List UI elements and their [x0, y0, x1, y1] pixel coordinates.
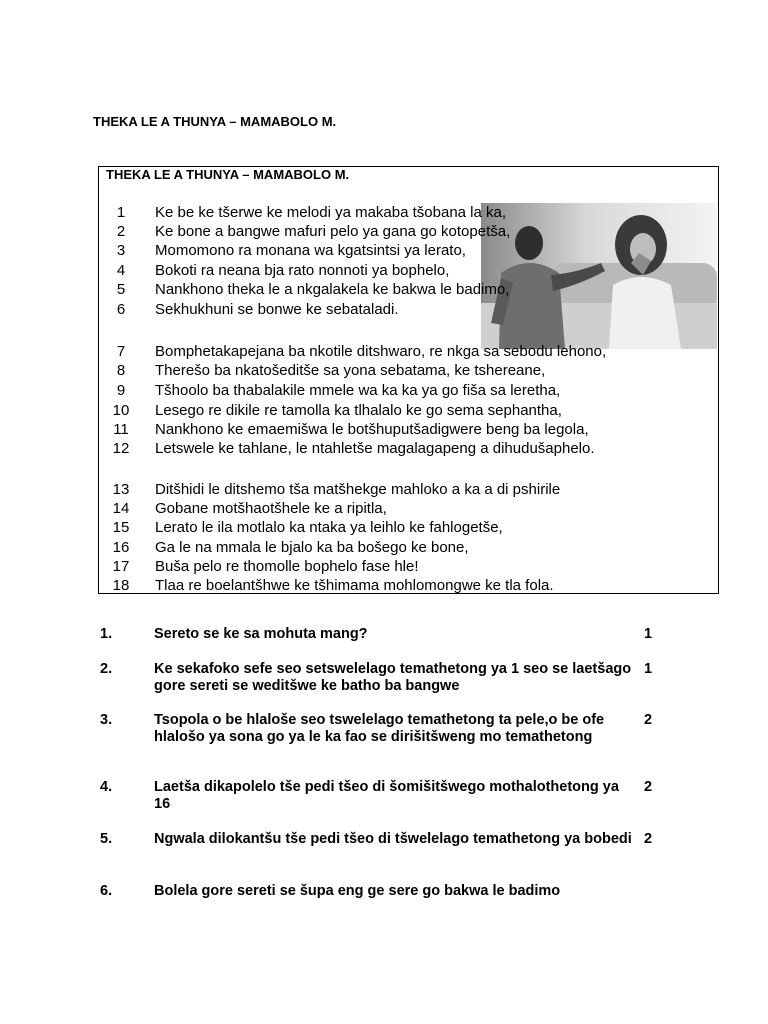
line-text: Sekhukhuni se bonwe ke sebataladi. — [155, 301, 399, 318]
line-number: 10 — [112, 402, 130, 419]
line-number: 6 — [116, 301, 126, 318]
question-number: 2. — [100, 661, 113, 677]
line-number: 17 — [112, 558, 130, 575]
line-number: 7 — [116, 343, 126, 360]
line-text: Bomphetakapejana ba nkotile ditshwaro, re nkga sa sebodu lehono, — [155, 343, 607, 360]
page-title: THEKA LE A THUNYA – MAMABOLO M. — [93, 114, 337, 129]
line-number: 9 — [116, 382, 126, 399]
line-number: 13 — [112, 481, 130, 498]
line-number: 1 — [116, 204, 126, 221]
question-text: Bolela gore sereti se šupa eng ge sere go bakwa le badimo — [154, 883, 561, 899]
line-number: 2 — [116, 223, 126, 240]
line-number: 4 — [116, 262, 126, 279]
line-text: Ke bone a bangwe mafuri pelo ya gana go kotopetša, — [155, 223, 511, 240]
line-text: Lerato le ila motlalo ka ntaka ya leihlo ke fahlogetše, — [155, 519, 503, 536]
question-text: Sereto se ke sa mohuta mang? — [154, 626, 368, 642]
question-number: 4. — [100, 779, 113, 795]
line-text: Lesego re dikile re tamolla ka tlhalalo ke go sema sephantha, — [155, 402, 562, 419]
question-number: 6. — [100, 883, 113, 899]
question-marks: 2 — [644, 779, 653, 795]
line-text: Tlaa re boelantšhwe ke tšhimama mohlomongwe ke tla fola. — [155, 577, 554, 594]
line-number: 18 — [112, 577, 130, 594]
line-number: 8 — [116, 362, 126, 379]
question-number: 3. — [100, 712, 113, 728]
line-number: 5 — [116, 281, 126, 298]
line-text: Ke be ke tšerwe ke melodi ya makaba tšobana la ka, — [155, 204, 507, 221]
line-text: Ditšhidi le ditshemo tša matšhekge mahloko a ka a di pshirile — [155, 481, 561, 498]
question-marks: 1 — [644, 661, 653, 677]
line-number: 16 — [112, 539, 130, 556]
question-text: Laetša dikapolelo tše pedi tšeo di šomišitšwego mothalothetong ya 16 — [154, 779, 619, 812]
line-text: Gobane motšhaotšhele ke a ripitla, — [155, 500, 387, 517]
couple-photo — [481, 203, 717, 349]
question-text: Tsopola o be hlaloše seo tswelelago temathetong ta pele,o be ofe hlalošo ya sona go ya le ka fao se dirišitšweng mo temathetong — [154, 712, 605, 745]
line-text: Nankhono ke emaemišwa le botšhuputšadigwere beng ba legola, — [155, 421, 589, 438]
question-marks: 2 — [644, 831, 653, 847]
line-text: Letswele ke tahlane, le ntahletše magalagapeng a dihudušaphelo. — [155, 440, 595, 457]
question-marks: 2 — [644, 712, 653, 728]
question-text: Ngwala dilokantšu tše pedi tšeo di tšwelelago temathetong ya bobedi — [154, 831, 632, 847]
line-text: Momomono ra monana wa kgatsintsi ya lerato, — [155, 242, 466, 259]
line-text: Bokoti ra neana bja rato nonnoti ya bophelo, — [155, 262, 450, 279]
line-text: Buša pelo re thomolle bophelo fase hle! — [155, 558, 419, 575]
question-marks: 1 — [644, 626, 653, 642]
line-number: 14 — [112, 500, 130, 517]
line-text: Nankhono theka le a nkgalakela ke bakwa le badimo, — [155, 281, 510, 298]
line-text: Ga le na mmala le bjalo ka ba bošego ke bone, — [155, 539, 469, 556]
line-number: 3 — [116, 242, 126, 259]
question-number: 1. — [100, 626, 113, 642]
line-number: 15 — [112, 519, 130, 536]
line-text: Therešo ba nkatošeditše sa yona sebatama, ke tshereane, — [155, 362, 546, 379]
poem-box-title: THEKA LE A THUNYA – MAMABOLO M. — [106, 167, 350, 182]
line-number: 12 — [112, 440, 130, 457]
question-text: Ke sekafoko sefe seo setswelelago temathetong ya 1 seo se laetšago gore sereti se weditšwe ke batho ba bangwe — [154, 661, 632, 694]
line-text: Tšhoolo ba thabalakile mmele wa ka ka ya go fiša sa leretha, — [155, 382, 561, 399]
line-number: 11 — [113, 421, 129, 438]
question-number: 5. — [100, 831, 113, 847]
